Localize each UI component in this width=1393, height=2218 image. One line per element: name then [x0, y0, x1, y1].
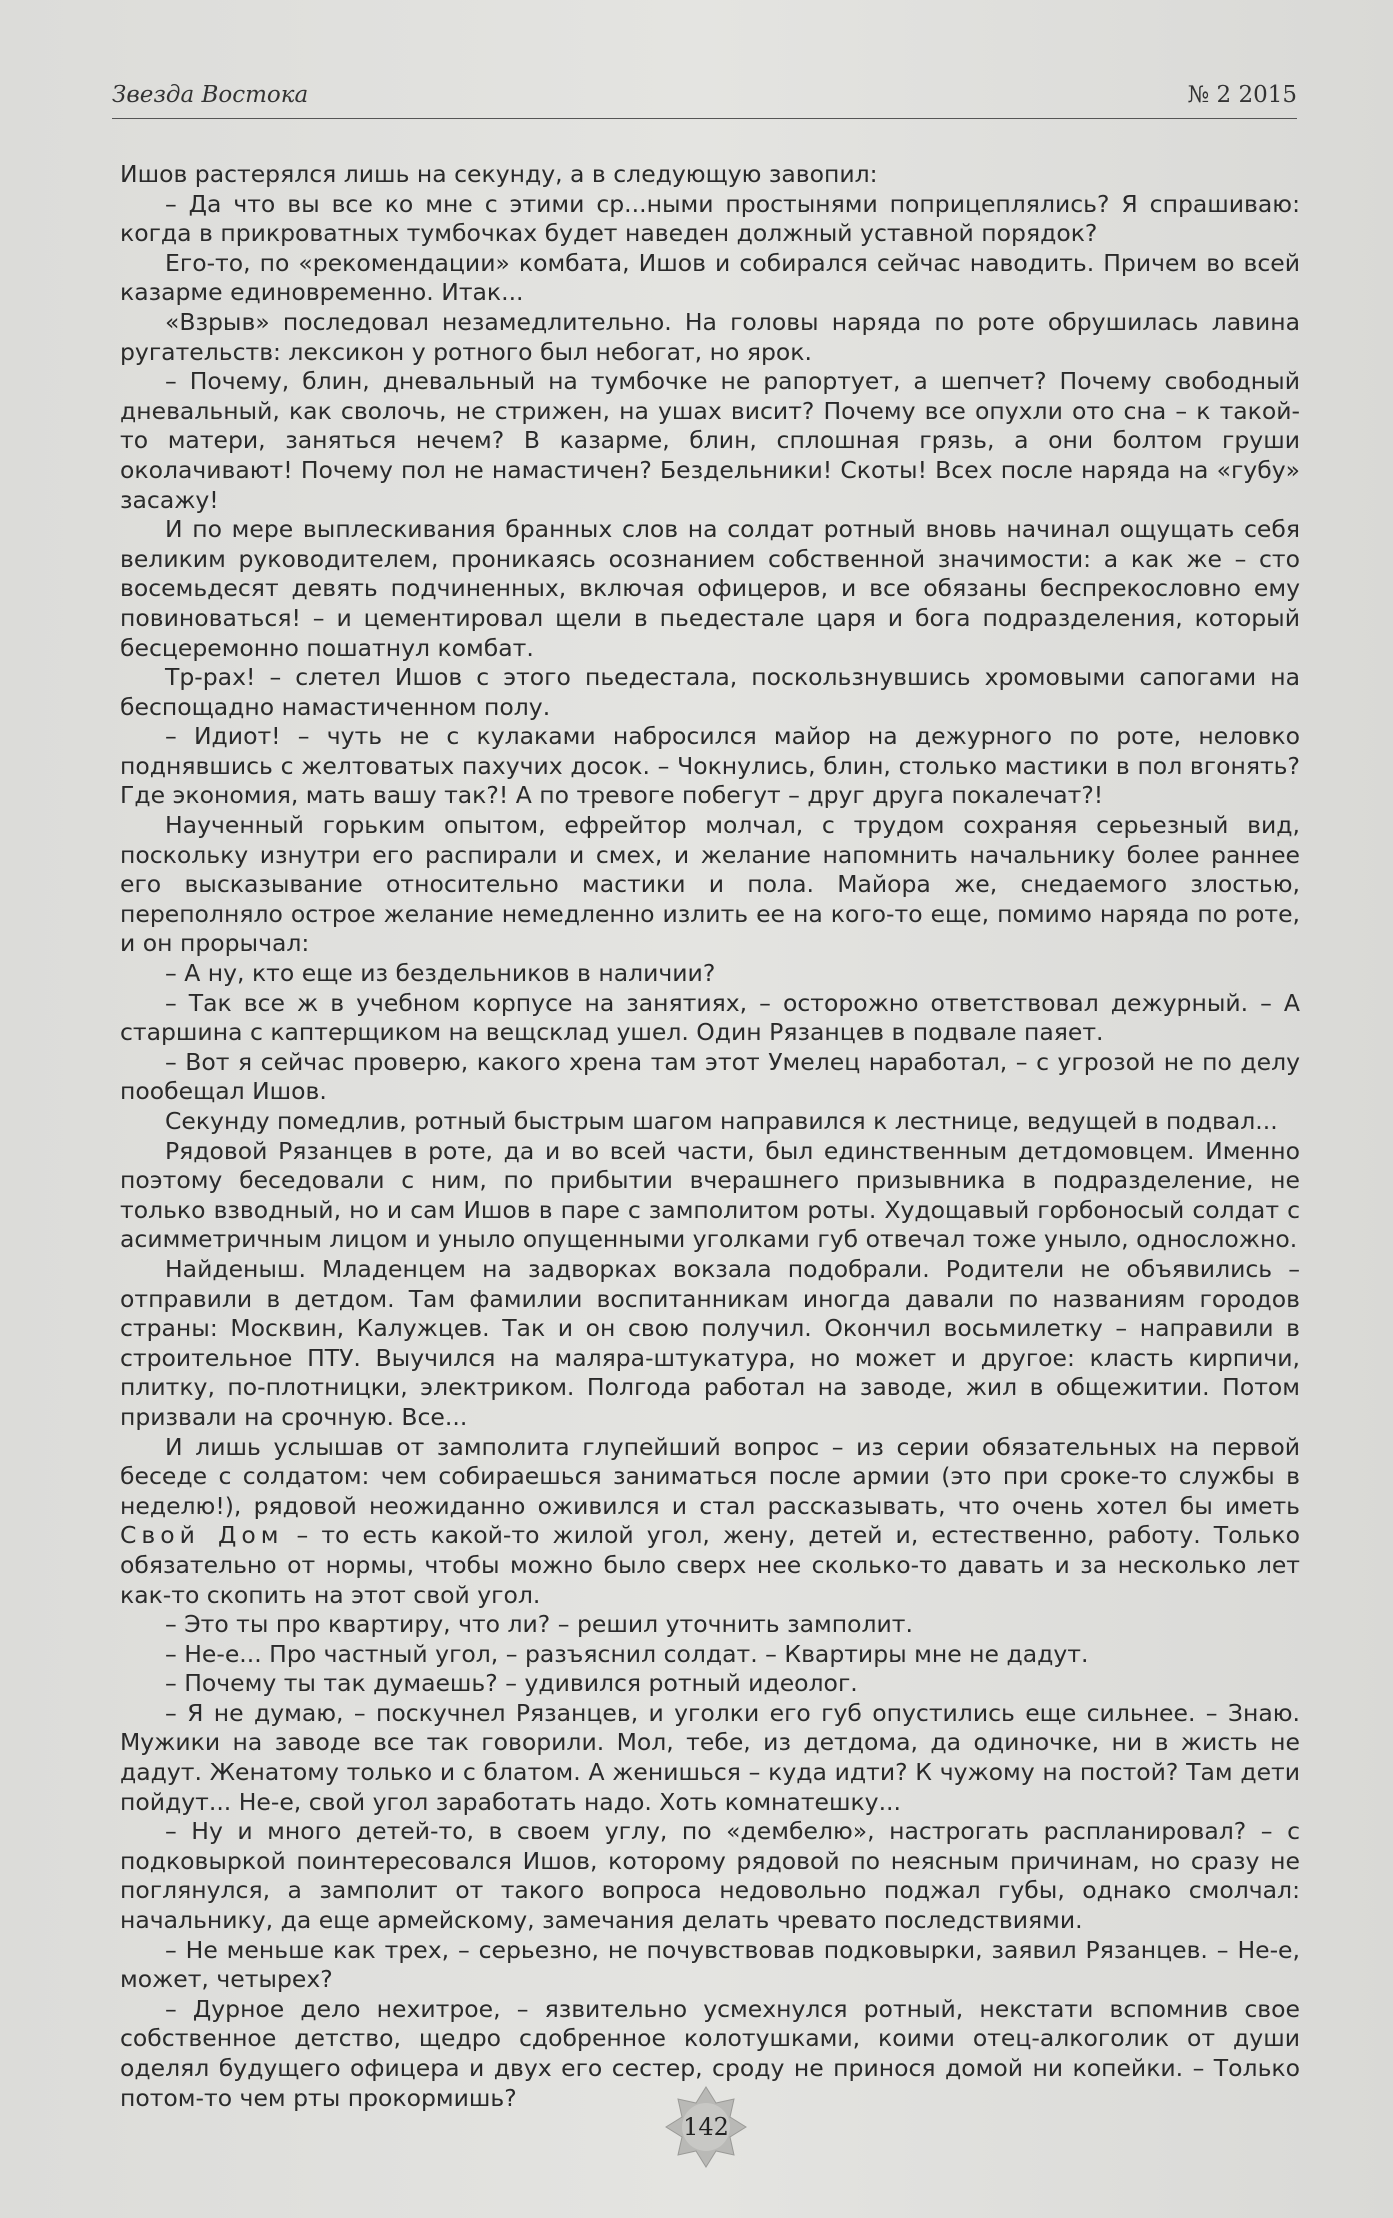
text-run: – то есть какой-то жилой угол, жену, детей и, естественно, работу. Только обязательно от нормы, чтобы можно было сверх нее сколько-то давать и за несколько лет как-то скопить на этот свой угол. [120, 1521, 1300, 1609]
paragraph: Секунду помедлив, ротный быстрым шагом направился к лестнице, ведущей в подвал... [165, 1107, 1278, 1135]
text-run: И лишь услышав от замполита глупейший вопрос – из серии обязательных на первой беседе с солдатом: чем собираешься заниматься после армии (это при сроке-то службы в неделю!), рядовой неожиданно оживился и стал рассказывать, что очень хотел бы иметь [120, 1432, 1300, 1520]
paragraph: Ишов растерялся лишь на секунду, а в следующую завопил: [120, 160, 878, 188]
paragraph: – Идиот! – чуть не с кулаками набросился майор на дежурного по роте, неловко поднявшись с желтоватых пахучих досок. – Чокнулись, блин, столько мастики в пол вгонять? Где экономия, мать вашу так?! А по тревоге побегут – друг друга покалечат?! [120, 722, 1300, 810]
paragraph: «Взрыв» последовал незамедлительно. На головы наряда по роте обрушилась лавина ругательств: лексикон у ротного был небогат, но ярок. [120, 307, 1300, 366]
paragraph: Найденыш. Младенцем на задворках вокзала подобрали. Родители не объявились – отправили в детдом. Там фамилии воспитанникам иногда давали по названиям городов страны: Москвин, Калужцев. Так и он свою получил. Окончил восьмилетку – направили в строительное ПТУ. Выучился на маляра-штукатура, но может и другое: класть кирпичи, плитку, по-плотницки, электриком. Полгода работал на заводе, жил в общежитии. Потом призвали на срочную. Все... [120, 1254, 1300, 1431]
paragraph: – Я не думаю, – поскучнел Рязанцев, и уголки его губ опустились еще сильнее. – Знаю. Мужики на заводе все так говорили. Мол, тебе, из детдома, да одиночке, ни в жисть не дадут. Женатому только и с блатом. А женишься – куда идти? К чужому на постой? Там дети пойдут... Не-е, свой угол заработать надо. Хоть комнатешку... [120, 1698, 1300, 1816]
paragraph: Наученный горьким опытом, ефрейтор молчал, с трудом сохраняя серьезный вид, поскольку изнутри его распирали и смех, и желание напомнить начальнику более раннее его высказывание относительно мастики и пола. Майора же, снедаемого злостью, переполняло острое желание немедленно излить ее на кого-то еще, помимо наряда по роте, и он прорычал: [120, 811, 1300, 958]
paragraph: – Почему ты так думаешь? – удивился ротный идеолог. [165, 1669, 858, 1698]
paragraph: – Так все ж в учебном корпусе на занятиях, – осторожно ответствовал дежурный. – А старшина с каптерщиком на вещсклад ушел. Один Рязанцев в подвале паяет. [120, 988, 1300, 1047]
paragraph: – Не меньше как трех, – серьезно, не почувствовав подковырки, заявил Рязанцев. – Не-е, может, четырех? [120, 1935, 1300, 1994]
paragraph: – А ну, кто еще из бездельников в наличии? [165, 959, 716, 988]
paragraph: Его-то, по «рекомендации» комбата, Ишов и собирался сейчас наводить. Причем во всей казарме единовременно. Итак... [120, 248, 1300, 307]
running-header [112, 78, 1297, 119]
spaced-emphasis: Свой Дом [120, 1521, 284, 1550]
paragraph: – Ну и много детей-то, в своем углу, по «дембелю», настрогать распланировал? – с подковыркой поинтересовался Ишов, которому рядовой по неясным причинам, но сразу не поглянулся, а замполит от такого вопроса недовольно поджал губы, однако смолчал: начальнику, да еще армейскому, замечания делать чревато последствиями. [120, 1817, 1300, 1935]
paragraph: – Почему, блин, дневальный на тумбочке не рапортует, а шепчет? Почему свободный дневальный, как сволочь, не стрижен, на ушах висит? Почему все опухли ото сна – к такой-то матери, заняться нечем? В казарме, блин, сплошная грязь, а они болтом груши околачивают! Почему пол не намастичен? Бездельники! Скоты! Всех после наряда на «губу» засажу! [120, 367, 1300, 514]
paragraph: – Не-е... Про частный угол, – разъяснил солдат. – Квартиры мне не дадут. [165, 1639, 1089, 1668]
paragraph: И по мере выплескивания бранных слов на солдат ротный вновь начинал ощущать себя великим руководителем, проникаясь осознанием собственной значимости: а как же – сто восемьдесят девять подчиненных, включая офицеров, и все обязаны беспрекословно ему повиноваться! – и цементировал щели в пьедестале царя и бога подразделения, который бесцеремонно пошатнул комбат. [120, 515, 1300, 662]
article-body [120, 160, 1300, 2113]
paragraph: Рядовой Рязанцев в роте, да и во всей части, был единственным детдомовцем. Именно поэтому беседовали с ним, по прибытии вчерашнего призывника в подразделение, не только взводный, но и сам Ишов в паре с замполитом роты. Худощавый горбоносый солдат с асимметричным лицом и уныло опущенными уголками губ отвечал тоже уныло, односложно. [120, 1136, 1300, 1254]
paragraph: – Вот я сейчас проверю, какого хрена там этот Умелец наработал, – с угрозой не по делу пообещал Ишов. [120, 1047, 1300, 1106]
paragraph: – Это ты про квартиру, что ли? – решил уточнить замполит. [165, 1610, 913, 1639]
paragraph: Тр-рах! – слетел Ишов с этого пьедестала, поскользнувшись хромовыми сапогами на беспощадно намастиченном полу. [120, 663, 1300, 721]
page-number-badge [664, 2085, 748, 2169]
journal-title: Звезда Востока [112, 82, 309, 108]
paragraph: – Дурное дело нехитрое, – язвительно усмехнулся ротный, некстати вспомнив свое собственное детство, щедро сдобренное колотушками, коими отец-алкоголик от души оделял будущего офицера и двух его сестер, сроду не принося домой ни копейки. – Только потом-то чем рты прокормишь? [120, 1994, 1300, 2112]
page-number: 142 [683, 2113, 729, 2141]
paragraph [120, 1433, 1300, 1611]
paragraph: – Да что вы все ко мне с этими ср...ными простынями поприцеплялись? Я спрашиваю: когда в прикроватных тумбочках будет наведен должный уставной порядок? [120, 189, 1300, 248]
issue-number: № 2 2015 [1187, 82, 1297, 108]
